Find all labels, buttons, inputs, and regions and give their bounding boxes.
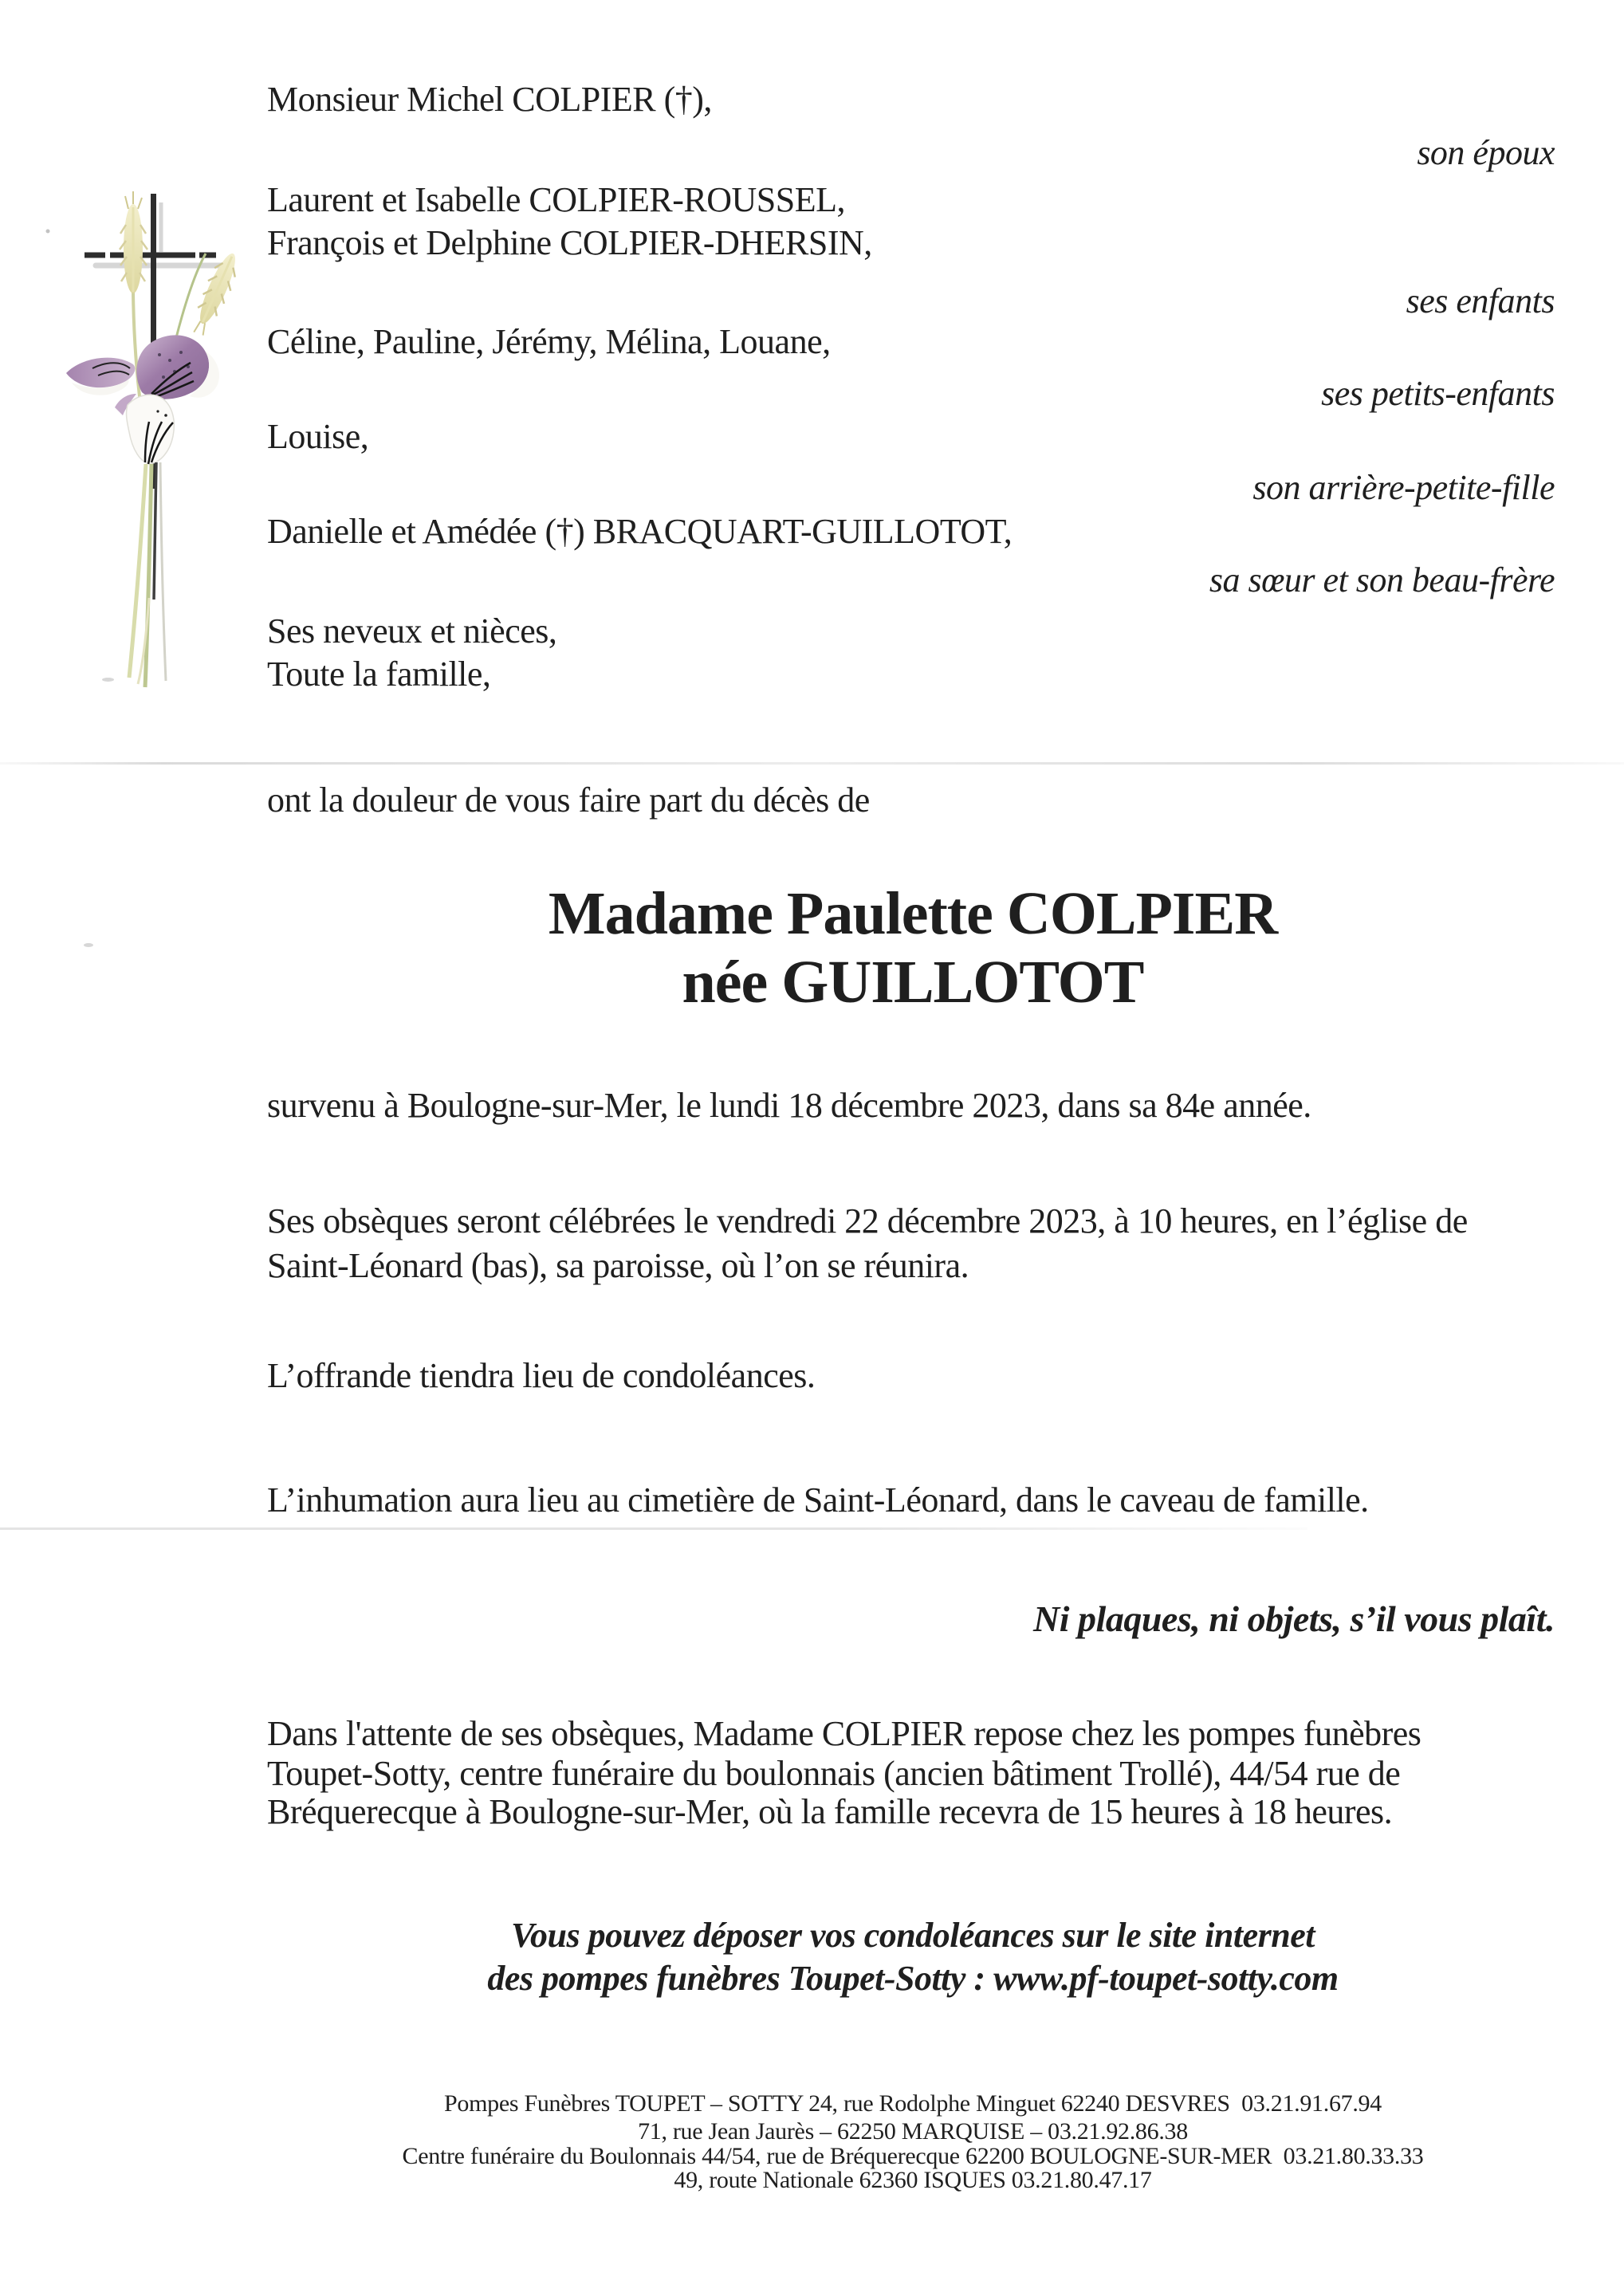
deceased-name: Madame Paulette COLPIER bbox=[548, 880, 1278, 947]
relation-label-sister-brother-in-law: sa sœur et son beau-frère bbox=[1209, 560, 1555, 600]
ceremony-details-line1: Ses obsèques seront célébrées le vendredi 22 décembre 2023, à 10 heures, en l’église de bbox=[267, 1201, 1468, 1240]
mourner-line-children-2: François et Delphine COLPIER-DHERSIN, bbox=[267, 223, 872, 262]
burial-details: L’inhumation aura lieu au cimetière de Saint-Léonard, dans le caveau de famille. bbox=[267, 1480, 1369, 1520]
relation-label-husband: son époux bbox=[1417, 133, 1555, 172]
scan-artifact-line bbox=[0, 1527, 1307, 1530]
online-condolences-line1: Vous pouvez déposer vos condoléances sur le site internet bbox=[511, 1916, 1315, 1955]
scan-speck bbox=[46, 230, 50, 234]
funeral-home-address-desvres: Pompes Funèbres TOUPET – SOTTY 24, rue Rodolphe Minguet 62240 DESVRES 03.21.91.67.94 bbox=[444, 2090, 1382, 2117]
mourner-line-nephews-nieces: Ses neveux et nièces, bbox=[267, 611, 557, 651]
deceased-maiden-name: née GUILLOTOT bbox=[682, 949, 1144, 1016]
repose-details-line2: Toupet-Sotty, centre funéraire du boulonnais (ancien bâtiment Trollé), 44/54 rue de bbox=[267, 1754, 1401, 1793]
relation-label-grandchildren: ses petits-enfants bbox=[1321, 374, 1555, 413]
ceremony-details-line2: Saint-Léonard (bas), sa paroisse, où l’on se réunira. bbox=[267, 1246, 969, 1285]
flower-stems bbox=[129, 462, 166, 687]
mourner-line-grandchildren: Céline, Pauline, Jérémy, Mélina, Louane, bbox=[267, 322, 831, 361]
mourner-line-husband: Monsieur Michel COLPIER (†), bbox=[267, 80, 712, 119]
cross-and-lilies-illustration bbox=[32, 151, 271, 725]
mourner-line-sister: Danielle et Amédée (†) BRACQUART-GUILLOTOT, bbox=[267, 512, 1013, 551]
funeral-home-address-isques: 49, route Nationale 62360 ISQUES 03.21.80.47.17 bbox=[674, 2167, 1152, 2193]
death-details: survenu à Boulogne-sur-Mer, le lundi 18 décembre 2023, dans sa 84e année. bbox=[267, 1086, 1311, 1125]
scan-speck bbox=[84, 943, 93, 947]
relation-label-great-granddaughter: son arrière-petite-fille bbox=[1252, 468, 1555, 507]
relation-label-children: ses enfants bbox=[1406, 281, 1555, 320]
mourner-line-children-1: Laurent et Isabelle COLPIER-ROUSSEL, bbox=[267, 180, 845, 219]
scan-speck bbox=[102, 678, 114, 682]
no-plaques-request: Ni plaques, ni objets, s’il vous plaît. bbox=[1033, 1598, 1555, 1639]
scan-artifact-line bbox=[0, 762, 1624, 765]
mourner-line-great-granddaughter: Louise, bbox=[267, 417, 369, 456]
funeral-home-address-boulogne: Centre funéraire du Boulonnais 44/54, rue de Bréquerecque 62200 BOULOGNE-SUR-MER 03.21.80.33.33 bbox=[402, 2143, 1424, 2169]
announcement-intro: ont la douleur de vous faire part du décès de bbox=[267, 780, 870, 820]
calla-lilies bbox=[66, 335, 219, 464]
funeral-home-address-marquise: 71, rue Jean Jaurès – 62250 MARQUISE – 03.21.92.86.38 bbox=[638, 2118, 1188, 2145]
mourner-line-whole-family: Toute la famille, bbox=[267, 655, 491, 694]
online-condolences-line2: des pompes funèbres Toupet-Sotty : www.pf-toupet-sotty.com bbox=[487, 1959, 1339, 1998]
offering-note: L’offrande tiendra lieu de condoléances. bbox=[267, 1356, 816, 1395]
repose-details-line1: Dans l'attente de ses obsèques, Madame COLPIER repose chez les pompes funèbres bbox=[267, 1714, 1421, 1753]
repose-details-line3: Bréquerecque à Boulogne-sur-Mer, où la famille recevra de 15 heures à 18 heures. bbox=[267, 1792, 1393, 1831]
